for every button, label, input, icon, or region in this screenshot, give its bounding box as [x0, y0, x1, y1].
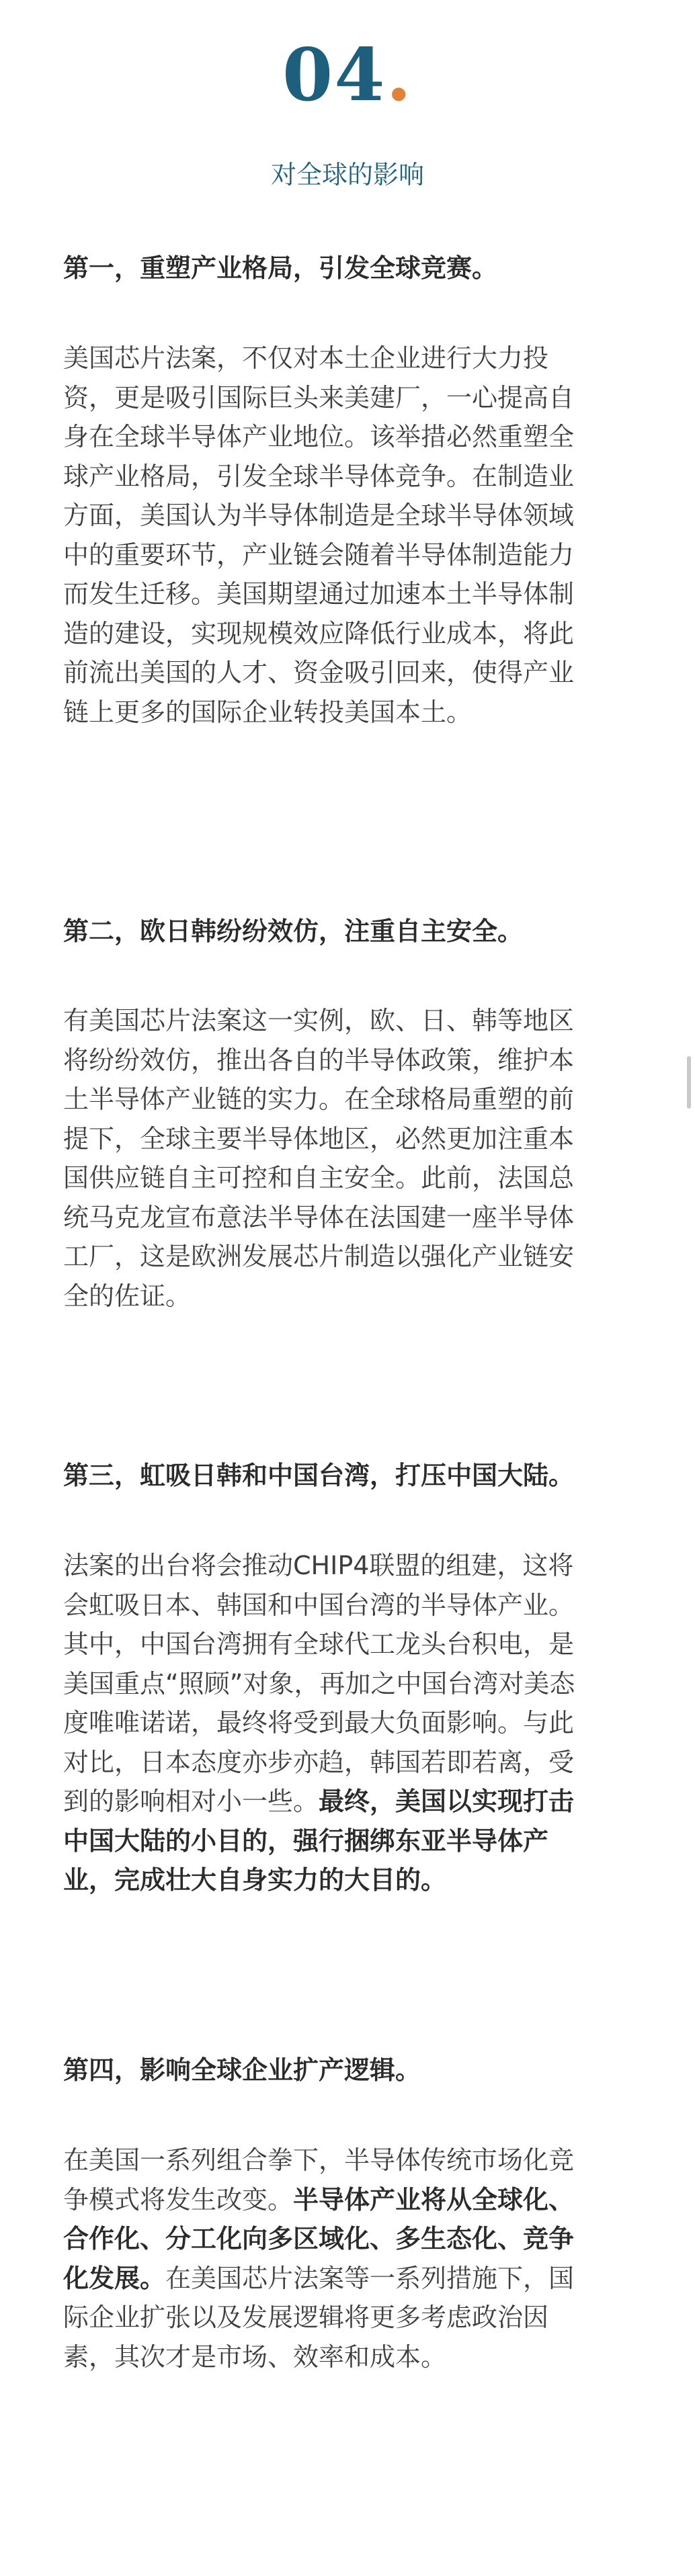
- paragraph-line: 度唯唯诺诺，最终将受到最大负面影响。与此: [63, 1708, 575, 1737]
- paragraph-line: 资，更是吸引国际巨头来美建厂，一心提高自: [63, 382, 575, 413]
- paragraph-line: 提下，全球主要半导体地区，必然更加注重本: [63, 1123, 575, 1154]
- paragraph-line: [63, 2259, 644, 2299]
- emphasis-text: 化发展。: [63, 2263, 166, 2293]
- paragraph-line: 其中，中国台湾拥有全球代工龙头台积电，是: [63, 1629, 575, 1659]
- paragraph-text: 到的影响相对小一些。: [63, 1787, 319, 1816]
- scrollbar-thumb[interactable]: [687, 1056, 691, 1109]
- emphasis-line: 中国大陆的小目的，强行捆绑东亚半导体产: [63, 1826, 549, 1856]
- paragraph-line: 中的重要环节，产业链会随着半导体制造能力: [63, 540, 575, 570]
- paragraph-line: 而发生迁移。美国期望通过加速本土半导体制: [63, 579, 575, 609]
- paragraph-fourth: [63, 2141, 644, 2376]
- paragraph-line: 国供应链自主可控和自主安全。此前，法国总: [63, 1163, 575, 1193]
- paragraph-line: 际企业扩张以及发展逻辑将更多考虑政治因: [63, 2303, 549, 2332]
- paragraph-line: 统马克龙宣布意法半导体在法国建一座半导体: [63, 1202, 575, 1232]
- section-number: [0, 35, 695, 116]
- emphasis-text: 半导体产业将从全球化、: [293, 2184, 575, 2215]
- paragraph-line: 对比，日本态度亦步亦趋，韩国若即若离，受: [63, 1747, 575, 1777]
- paragraph-line: 法案的出台将会推动CHIP4联盟的组建，这将: [63, 1551, 574, 1580]
- paragraph-line: [63, 2180, 644, 2220]
- paragraph-line: 美国重点“照顾”对象，再加之中国台湾对美态: [63, 1668, 575, 1699]
- paragraph-first: [63, 339, 644, 732]
- section-number-digits: 04: [282, 33, 386, 118]
- emphasis-text: 最终，美国以实现打击: [319, 1787, 575, 1816]
- paragraph-line: 前流出美国的人才、资金吸引回来，使得产业: [63, 658, 575, 687]
- paragraph-third: [63, 1546, 644, 1900]
- section-title: 对全球的影响: [270, 160, 424, 189]
- heading-first: 第一，重塑产业格局，引发全球竞赛。: [63, 253, 498, 283]
- paragraph-line: 美国芯片法案，不仅对本土企业进行大力投: [63, 343, 549, 373]
- paragraph-line: 素，其次才是市场、效率和成本。: [63, 2342, 447, 2372]
- paragraph-line: [63, 1782, 644, 1821]
- paragraph-line: 链上更多的国际企业转投美国本土。: [63, 697, 473, 727]
- paragraph-line: 方面，美国认为半导体制造是全球半导体领域: [63, 501, 575, 530]
- paragraph-text: 争模式将发生改变。: [63, 2184, 294, 2215]
- heading-third: 第三，虹吸日韩和中国台湾，打压中国大陆。: [63, 1461, 575, 1490]
- paragraph-line: 造的建设，实现规模效应降低行业成本，将此: [63, 618, 575, 648]
- paragraph-line: 会虹吸日本、韩国和中国台湾的半导体产业。: [63, 1590, 575, 1620]
- emphasis-line: 合作化、分工化向多区域化、多生态化、竞争: [63, 2224, 575, 2253]
- paragraph-line: 有美国芯片法案这一实例，欧、日、韩等地区: [63, 1006, 575, 1035]
- paragraph-line: 工厂，这是欧洲发展芯片制造以强化产业链安: [63, 1242, 575, 1271]
- paragraph-line: 将纷纷效仿，推出各自的半导体政策，维护本: [63, 1045, 575, 1075]
- emphasis-line: 业，完成壮大自身实力的大目的。: [63, 1865, 447, 1895]
- paragraph-line: 全的佐证。: [63, 1281, 192, 1311]
- paragraph-line: 球产业格局，引发全球半导体竞争。在制造业: [63, 461, 575, 491]
- heading-fourth: 第四，影响全球企业扩产逻辑。: [63, 2055, 421, 2085]
- paragraph-second: [63, 1001, 644, 1316]
- paragraph-line: 身在全球半导体产业地位。该举措必然重塑全: [63, 422, 575, 452]
- paragraph-line: 土半导体产业链的实力。在全球格局重塑的前: [63, 1084, 575, 1114]
- section-number-dot: .: [386, 33, 413, 118]
- heading-second: 第二，欧日韩纷纷效仿，注重自主安全。: [63, 916, 524, 946]
- paragraph-line: 在美国一系列组合拳下，半导体传统市场化竞: [63, 2145, 575, 2175]
- paragraph-text: 在美国芯片法案等一系列措施下，国: [165, 2263, 575, 2293]
